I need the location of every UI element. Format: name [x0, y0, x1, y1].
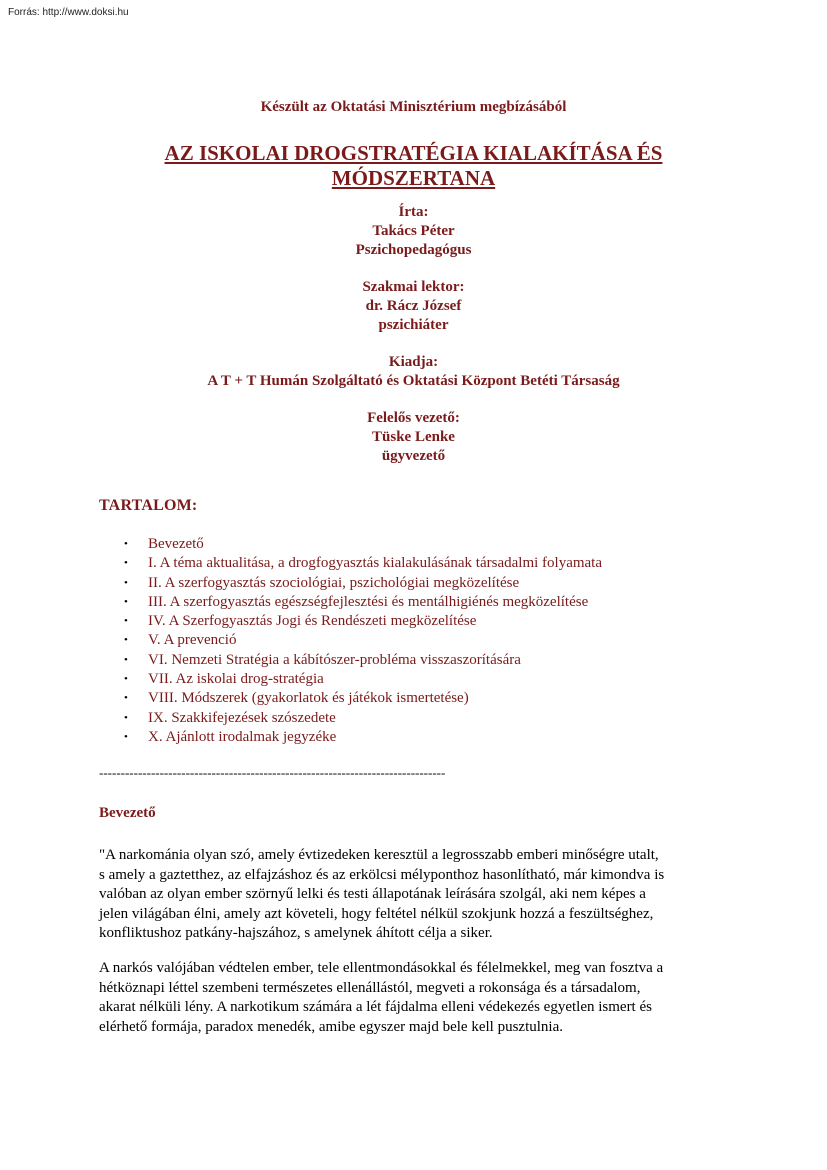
source-url: Forrás: http://www.doksi.hu: [8, 7, 129, 18]
commission-line: Készült az Oktatási Minisztérium megbízásából: [260, 99, 567, 115]
toc-item-label: IV. A Szerfogyasztás Jogi és Rendészeti megközelítése: [148, 613, 477, 630]
toc-item-label: VI. Nemzeti Stratégia a kábítószer-probléma visszaszorítására: [148, 651, 521, 668]
publisher-label: Kiadja:: [388, 354, 439, 370]
document-title: [0, 141, 827, 191]
publisher-group: [0, 353, 827, 391]
manager-name: Tüske Lenke: [372, 429, 455, 445]
author-group: [0, 203, 827, 260]
toc-item[interactable]: [99, 574, 602, 593]
toc-item-label: V. A prevenció: [148, 632, 237, 649]
section-divider: --------------------------------------------------------------------------------: [99, 765, 446, 780]
text-line: akarat nélküli lény. A narkotikum számára a lét fájdalma elleni védekezés egyetlen ismert és: [99, 999, 652, 1015]
reviewer-label: Szakmai lektor:: [362, 279, 465, 295]
bullet-icon: •: [124, 576, 128, 589]
bullet-icon: •: [124, 673, 128, 686]
toc-item-label: I. A téma aktualitása, a drogfogyasztás kialakulásának társadalmi folyamata: [148, 555, 602, 572]
title-line-1: AZ ISKOLAI DROGSTRATÉGIA KIALAKÍTÁSA ÉS: [164, 141, 663, 165]
toc-item[interactable]: [99, 728, 602, 747]
toc-item-label: VIII. Módszerek (gyakorlatok és játékok ismertetése): [148, 690, 469, 707]
author-name: Takács Péter: [372, 223, 455, 239]
manager-role: ügyvezető: [381, 448, 446, 464]
bullet-icon: •: [124, 615, 128, 628]
toc-item-label: III. A szerfogyasztás egészségfejlesztési és mentálhigiénés megközelítése: [148, 593, 589, 610]
bullet-icon: •: [124, 653, 128, 666]
toc-item-label: X. Ajánlott irodalmak jegyzéke: [148, 728, 337, 745]
text-line: A narkós valójában védtelen ember, tele ellentmondásokkal és félelmekkel, meg van fosztva a: [99, 960, 664, 976]
toc-item[interactable]: [99, 651, 602, 670]
toc-item[interactable]: [99, 535, 602, 554]
bullet-icon: •: [124, 557, 128, 570]
manager-label: Felelős vezető:: [367, 410, 460, 426]
bullet-icon: •: [124, 634, 128, 647]
toc-item-label: VII. Az iskolai drog-stratégia: [148, 671, 324, 688]
intro-paragraph-2: [99, 959, 739, 1037]
bullet-icon: •: [124, 538, 128, 550]
text-line: "A narkománia olyan szó, amely évtizedeken keresztül a legrosszabb emberi minőségre utalt,: [99, 847, 659, 863]
toc-item[interactable]: [99, 631, 602, 650]
publisher-name: A T + T Humán Szolgáltató és Oktatási Központ Betéti Társaság: [207, 373, 620, 389]
bullet-icon: •: [124, 692, 128, 705]
credits-block: [0, 203, 827, 484]
reviewer-group: [0, 278, 827, 335]
bullet-icon: •: [124, 730, 128, 743]
reviewer-role: pszichiáter: [378, 317, 449, 333]
manager-group: [0, 409, 827, 466]
text-line: jelen világában élni, amely azt követeli, hogy feltétel nélkül szokjunk hozzá a feszültséghez,: [99, 905, 654, 922]
toc-item-label: II. A szerfogyasztás szociológiai, pszichológiai megközelítése: [148, 574, 520, 591]
text-line: valóban az olyan ember szörnyű lelki és testi állapotának leírására szolgál, aki nem képes a: [99, 886, 646, 902]
toc-item[interactable]: [99, 709, 602, 728]
toc-item-label: Bevezető: [148, 536, 204, 552]
text-line: elérhető formája, paradox menedék, amibe egyszer majd bele kell pusztulnia.: [99, 1018, 563, 1035]
text-line: hétköznapi léttel szembeni természetes ellenállástól, megveti a rokonsága és a társadalom,: [99, 979, 641, 996]
intro-paragraph-1: [99, 846, 739, 944]
reviewer-name: dr. Rácz József: [365, 298, 462, 314]
author-role: Pszichopedagógus: [355, 242, 472, 258]
toc-item[interactable]: [99, 670, 602, 689]
table-of-contents: [99, 535, 602, 747]
text-line: s amely a gaztetthez, az elfajzáshoz és az erkölcsi mélyponthoz hasonlítható, már kimondva is: [99, 866, 665, 883]
toc-heading: TARTALOM:: [99, 497, 198, 514]
toc-item[interactable]: [99, 554, 602, 573]
intro-heading: Bevezető: [99, 805, 156, 821]
toc-item[interactable]: [99, 689, 602, 708]
bullet-icon: •: [124, 595, 128, 608]
text-line: konfliktushoz patkány-hajszához, s amelynek áhított célja a siker.: [99, 925, 493, 941]
author-label: Írta:: [398, 204, 429, 220]
toc-item-label: IX. Szakkifejezések szószedete: [148, 709, 336, 726]
bullet-icon: •: [124, 711, 128, 724]
toc-item[interactable]: [99, 612, 602, 631]
title-line-2: MÓDSZERTANA: [331, 166, 496, 190]
toc-item[interactable]: [99, 593, 602, 612]
